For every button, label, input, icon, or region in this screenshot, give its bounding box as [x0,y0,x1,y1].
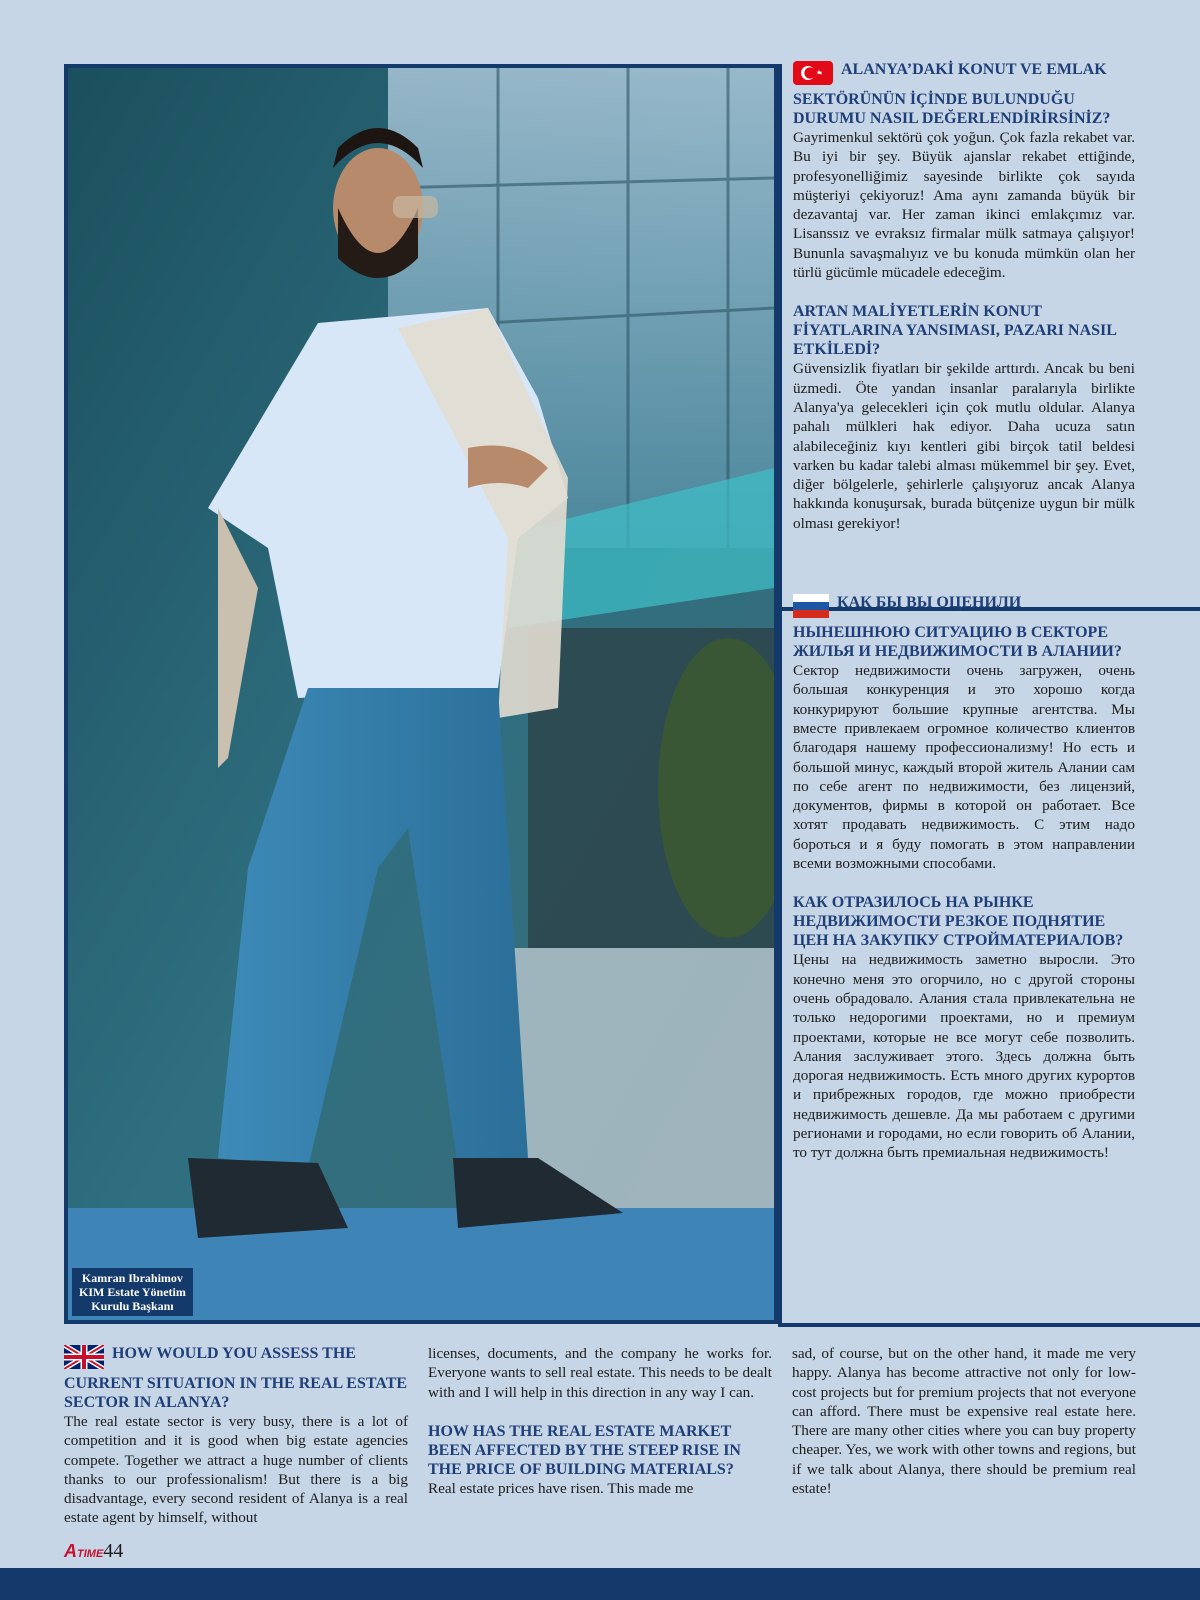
page-footer [64,1540,123,1563]
russia-flag-icon [793,594,829,623]
turkey-flag-icon [793,61,833,90]
english-answer-2-part2: sad, of course, but on the other hand, it made me very happy. Alanya has become attractive not only for low-cost projects but for premium projects that not everyone can afford. There must be expensive real estate here. There are many other cities where you can buy property cheaper. Yes, we work with other towns and regions, but if we talk about Alanya, there should be premium real estate! [792,1345,1136,1498]
photo-illustration [68,68,774,1320]
bottom-divider [782,1323,1200,1327]
footer-bar [0,1568,1200,1600]
caption-title: Kurulu Başkanı [91,1299,174,1313]
column-frame-line [778,64,782,1327]
right-column [793,60,1135,1163]
english-column-1 [64,1344,408,1528]
russian-section [793,593,1135,1163]
english-column-3 [792,1344,1136,1498]
russian-question-1-text: КАК БЫ ВЫ ОЦЕНИЛИ НЫНЕШНЮЮ СИТУАЦИЮ В СЕКТОРЕ ЖИЛЬЯ И НЕДВИЖИМОСТИ В АЛАНИИ? [793,594,1122,661]
photo-caption [72,1268,193,1316]
turkish-question-1 [793,60,1135,128]
turkish-answer-2: Güvensizlik fiyatları bir şekilde arttırdı. Ancak bu beni üzmedi. Öte yandan insanlar paralarıyla birlikte Alanya'ya gelecekleri için çok mutlu oldular. Alanya pahalı mülkleri hak ediyor. Daha ucuza satın alabileceğiniz kıyı kentleri gibi birçok tatil beldesi varken bu kadar talebi alması mükemmel bir şey. Evet, diğer bölgelerle, şehirlerle çalışıyoruz ancak Alanya hakkında konuşursak, burada bütçenize uygun bir mülk olması gerekiyor! [793,360,1135,532]
uk-flag-icon [64,1345,104,1374]
caption-name: Kamran Ibrahimov [81,1271,183,1285]
english-column-2 [428,1344,772,1498]
english-question-2: HOW HAS THE REAL ESTATE MARKET BEEN AFFECTED BY THE STEEP RISE IN THE PRICE OF BUILDING MATERIALS? [428,1422,741,1478]
turkish-answer-1: Gayrimenkul sektörü çok yoğun. Çok fazla rekabet var. Bu iyi bir şey. Büyük ajanslar rekabet ettiğinde, profesyonelliğimiz sayesinde birlikte çok sayıda müşteriyi çekiyoruz! Ama aynı zamanda büyük bir dezavantaj var. Her zaman ikinci emlakçımız var. Lisanssız ve evraksız firmalar mülk satmaya çalışıyor! Bununla savaşmalıyız ve bu konuda mümkün olan her türlü gücümle mücadele edeceğim. [793,129,1135,282]
russian-question-1 [793,593,1135,661]
turkish-question-2: ARTAN MALİYETLERİN KONUT FİYATLARINA YANSIMASI, PAZARI NASIL ETKİLEDİ? [793,303,1117,359]
turkish-section [793,60,1135,533]
english-question-1 [64,1344,408,1412]
russian-answer-2: Цены на недвижимость заметно выросли. Это конечно меня это огорчило, но с другой стороны очень обрадовало. Алания стала привлекательна не только недорогими проектами, но и премиум проектами, которые не все могут себе позволить. Алания заслуживает этого. Здесь должна быть дорогая недвижимость. Есть много других курортов и прибрежных городов, где можно приобрести недвижимость дешевле. Да мы работаем с другими регионами и городами, но если говорить об Алании, то тут должна быть премиальная недвижимость! [793,951,1135,1162]
logo-letter: A [64,1541,77,1561]
russian-answer-1: Сектор недвижимости очень загружен, очень большая конкуренция и это хорошо когда конкурируют большие крупные агентства. Мы вместе привлекаем огромное количество клиентов благодаря нашему профессионализму! Но есть и большой минус, каждый второй житель Алании сам по себе агент по недвижимости, без лицензий, документов, фирмы в которой он работает. Все хотят продавать недвижимость. С этим надо бороться и я буду помогать в этом направлении всеми возможными способами. [793,662,1135,873]
english-answer-1-part2: licenses, documents, and the company he works for. Everyone wants to sell real estate. This needs to be dealt with and I will help in this direction in any way I can. [428,1345,772,1401]
russian-question-2: КАК ОТРАЗИЛОСЬ НА РЫНКЕ НЕДВИЖИМОСТИ РЕЗКОЕ ПОДНЯТИЕ ЦЕН НА ЗАКУПКУ СТРОЙМАТЕРИАЛОВ? [793,894,1124,950]
english-question-1-text: HOW WOULD YOU ASSESS THE CURRENT SITUATION IN THE REAL ESTATE SECTOR IN ALANYA? [64,1345,408,1411]
english-answer-1-part1: The real estate sector is very busy, there is a lot of competition and it is good when big estate agencies compete. Together we attract a huge number of clients thanks to our professionalism! But there is a big disadvantage, every second resident of Alanya is a real estate agent by himself, without [64,1413,408,1527]
portrait-photo [64,64,778,1324]
english-answer-2-part1: Real estate prices have risen. This made me [428,1479,694,1497]
caption-company: KIM Estate Yönetim [79,1285,186,1299]
logo-word: TIME [77,1548,104,1560]
turkish-question-1-text: ALANYA’DAKİ KONUT VE EMLAK SEKTÖRÜNÜN İÇİNDE BULUNDUĞU DURUMU NASIL DEĞERLENDİRİRSİNİZ? [793,61,1111,127]
page-number: 44 [103,1540,124,1562]
magazine-logo [64,1541,103,1562]
